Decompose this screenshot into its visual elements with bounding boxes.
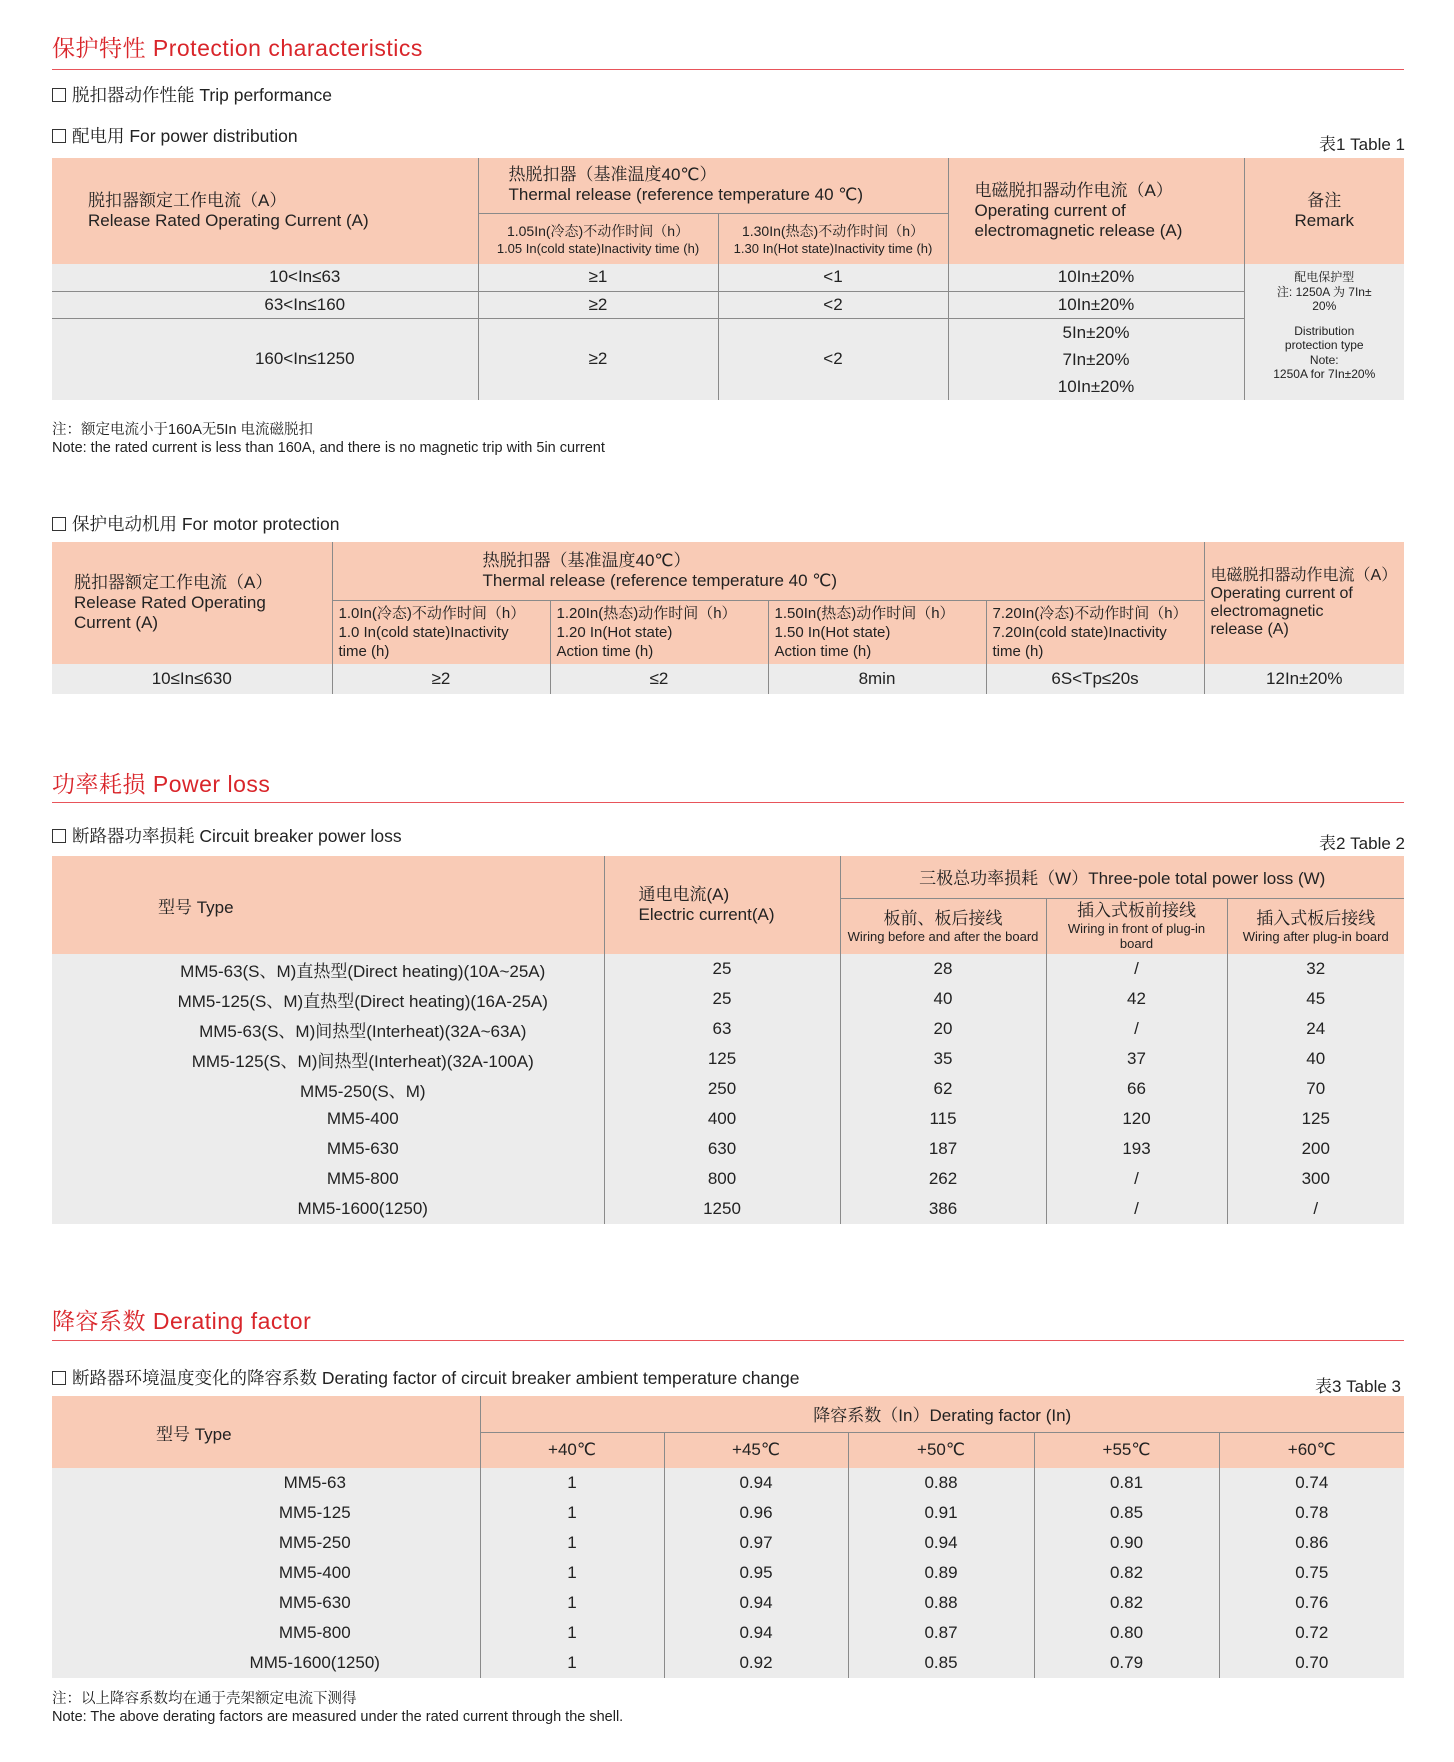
table-row: 160<In≤1250 ≥2 <2 5In±20% 7In±20% 10In±20%	[52, 318, 1404, 400]
trip-performance-subtitle: 脱扣器动作性能 Trip performance	[52, 82, 332, 107]
tm-header-electromagnetic: 电磁脱扣器动作电流（A） Operating current of electromagnetic release (A)	[1204, 542, 1404, 664]
tm-header-c1: 1.0In(冷态)不动作时间（h） 1.0 In(cold state)Inactivity time (h)	[332, 600, 550, 664]
table-row: MM5-250(S、M) 250 62 66 70	[52, 1074, 1404, 1104]
t2-header-c2: 插入式板前接线 Wiring in front of plug-in board	[1046, 898, 1227, 954]
checkbox-square-icon	[52, 517, 66, 531]
table-row: MM5-800 1 0.94 0.87 0.80 0.72	[52, 1618, 1404, 1648]
t2-header-type: 型号 Type	[52, 856, 604, 954]
power-loss-subtitle: 断路器功率损耗 Circuit breaker power loss	[52, 823, 402, 848]
table2-label: 表2 Table 2	[1319, 834, 1405, 853]
protection-section-title: 保护特性 Protection characteristics	[52, 35, 423, 61]
t2-header-c3: 插入式板后接线 Wiring after plug-in board	[1227, 898, 1404, 954]
t3-header-type: 型号 Type	[52, 1396, 480, 1468]
tm-header-c3: 1.50In(热态)动作时间（h） 1.50 In(Hot state) Action time (h)	[768, 600, 986, 664]
checkbox-square-icon	[52, 88, 66, 102]
table-row: MM5-125(S、M)间热型(Interheat)(32A-100A) 125 35 37 40	[52, 1044, 1404, 1074]
table-row: MM5-630 630 187 193 200	[52, 1134, 1404, 1164]
table-row: MM5-250 1 0.97 0.94 0.90 0.86	[52, 1528, 1404, 1558]
power-distribution-subtitle: 配电用 For power distribution	[52, 123, 298, 148]
table-row: 10<In≤63 ≥1 <1 10In±20% 配电保护型 注: 1250A 为 7In± 20% Distribution protection type Note: 1250A for 7In±20%	[52, 264, 1404, 291]
t1-header-130: 1.30In(热态)不动作时间（h） 1.30 In(Hot state)Inactivity time (h)	[718, 213, 948, 264]
t3-header-factor: 降容系数（In）Derating factor (In)	[480, 1396, 1404, 1432]
derating-subtitle: 断路器环境温度变化的降容系数 Derating factor of circuit breaker ambient temperature change	[52, 1365, 799, 1390]
table3-label: 表3 Table 3	[1315, 1377, 1401, 1396]
t1-header-electromagnetic: 电磁脱扣器动作电流（A） Operating current of electromagnetic release (A)	[948, 158, 1244, 264]
t2-header-c1: 板前、板后接线 Wiring before and after the board	[840, 898, 1046, 954]
table-row: MM5-125 1 0.96 0.91 0.85 0.78	[52, 1498, 1404, 1528]
table-row: 10≤In≤630 ≥2 ≤2 8min 6S<Tp≤20s 12In±20%	[52, 664, 1404, 694]
t3-header-temp: +45℃	[664, 1432, 848, 1468]
table1-label: 表1 Table 1	[1319, 135, 1405, 154]
trip-performance-table	[52, 158, 1404, 400]
t3-header-temp: +50℃	[848, 1432, 1034, 1468]
t3-header-temp: +60℃	[1219, 1432, 1404, 1468]
table3-note: 注：以上降容系数均在通于壳架额定电流下测得 Note: The above derating factors are measured under the rated current through the shell.	[52, 1691, 624, 1725]
table-row: MM5-63 1 0.94 0.88 0.81 0.74	[52, 1468, 1404, 1498]
table-row: MM5-63(S、M)间热型(Interheat)(32A~63A) 63 20 / 24	[52, 1014, 1404, 1044]
power-loss-table	[52, 856, 1404, 1224]
checkbox-square-icon	[52, 129, 66, 143]
t1-header-remark: 备注 Remark	[1244, 158, 1404, 264]
checkbox-square-icon	[52, 1371, 66, 1385]
table-row: 63<In≤160 ≥2 <2 10In±20%	[52, 291, 1404, 318]
tm-header-c2: 1.20In(热态)动作时间（h） 1.20 In(Hot state) Action time (h)	[550, 600, 768, 664]
t1-header-105: 1.05In(冷态)不动作时间（h） 1.05 In(cold state)Inactivity time (h)	[478, 213, 718, 264]
tm-header-thermal: 热脱扣器（基准温度40℃） Thermal release (reference temperature 40 ℃)	[332, 542, 1204, 600]
motor-protection-subtitle: 保护电动机用 For motor protection	[52, 511, 339, 536]
section-divider	[52, 1340, 1404, 1341]
table-row: MM5-630 1 0.94 0.88 0.82 0.76	[52, 1588, 1404, 1618]
table-row: MM5-1600(1250) 1 0.92 0.85 0.79 0.70	[52, 1648, 1404, 1678]
section-divider	[52, 802, 1404, 803]
t1-header-current: 脱扣器额定工作电流（A） Release Rated Operating Current (A)	[52, 158, 478, 264]
derating-factor-table	[52, 1396, 1404, 1678]
t1-remark-cell: 配电保护型 注: 1250A 为 7In± 20% Distribution protection type Note: 1250A for 7In±20%	[1244, 264, 1404, 400]
tm-header-c4: 7.20In(冷态)不动作时间（h） 7.20In(cold state)Inactivity time (h)	[986, 600, 1204, 664]
table1-note: 注：额定电流小于160A无5In 电流磁脱扣 Note: the rated current is less than 160A, and there is no magnetic trip with 5in current	[52, 422, 605, 456]
t2-header-current: 通电电流(A) Electric current(A)	[604, 856, 840, 954]
table-row: MM5-63(S、M)直热型(Direct heating)(10A~25A) 25 28 / 32	[52, 954, 1404, 984]
motor-protection-table	[52, 542, 1404, 694]
t1-header-thermal: 热脱扣器（基准温度40℃） Thermal release (reference temperature 40 ℃)	[478, 158, 948, 213]
table-row: MM5-400 1 0.95 0.89 0.82 0.75	[52, 1558, 1404, 1588]
t3-header-temp: +55℃	[1034, 1432, 1219, 1468]
table-row: MM5-400 400 115 120 125	[52, 1104, 1404, 1134]
power-loss-section-title: 功率耗损 Power loss	[52, 771, 271, 797]
derating-section-title: 降容系数 Derating factor	[52, 1308, 312, 1334]
table-row: MM5-1600(1250) 1250 386 / /	[52, 1194, 1404, 1224]
table-row: MM5-125(S、M)直热型(Direct heating)(16A-25A) 25 40 42 45	[52, 984, 1404, 1014]
table-row: MM5-800 800 262 / 300	[52, 1164, 1404, 1194]
tm-header-current: 脱扣器额定工作电流（A） Release Rated Operating Current (A)	[52, 542, 332, 664]
section-divider	[52, 69, 1404, 70]
t3-header-temp: +40℃	[480, 1432, 664, 1468]
t2-header-total: 三极总功率损耗（W）Three-pole total power loss (W)	[840, 856, 1404, 898]
checkbox-square-icon	[52, 829, 66, 843]
